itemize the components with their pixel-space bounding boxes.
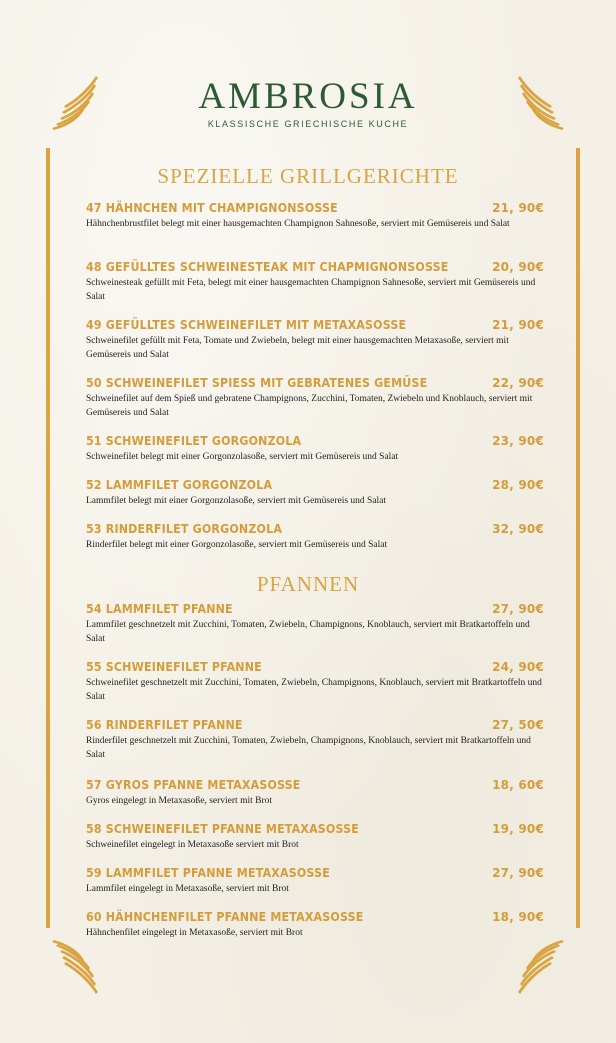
item-name: 50 SCHWEINEFILET SPIESS MIT GEBRATENES GEMÜSE [86,376,428,390]
item-description: Lammfilet belegt mit einer Gorgonzolasoße, serviert mit Gemüsereis und Salat [86,496,387,506]
item-name: 48 GEFÜLLTES SCHWEINESTEAK MIT CHAPMIGNONSOSSE [86,260,449,274]
item-name: 47 HÄHNCHEN MIT CHAMPIGNONSOSSE [86,201,338,215]
menu-item [86,910,546,940]
menu-item [86,318,546,362]
menu-item [86,434,546,464]
brand-name: AMBROSIA [198,76,418,117]
item-price: 27, 90€ [492,866,544,880]
item-price: 18, 60€ [492,778,544,792]
item-description: Hähnchenfilet eingelegt in Metaxasoße, serviert mit Brot [86,928,303,938]
section-title-grill: SPEZIELLE GRILLGERICHTE [157,164,459,188]
menu-item [86,660,546,704]
item-description: Schweinefilet gefüllt mit Feta, Tomate und Zwiebeln, belegt mit einer hausgemachten Metaxasoße, serviert mit Gemüsereis und Salat [86,336,509,360]
wing-ornament-icon [50,938,100,994]
item-name: 56 RINDERFILET PFANNE [86,718,243,732]
item-description: Hähnchenbrustfilet belegt mit einer hausgemachten Champignon Sahnesoße, serviert mit Gemüsereis und Salat [86,219,510,229]
item-price: 21, 90€ [492,201,544,215]
section-title-pfannen: PFANNEN [256,572,360,596]
item-description: Rinderfilet belegt mit einer Gorgonzolasoße, serviert mit Gemüsereis und Salat [86,540,388,550]
right-border-line [576,148,580,928]
item-price: 21, 90€ [492,318,544,332]
menu-item [86,376,546,420]
brand-header [0,78,616,129]
item-name: 49 GEFÜLLTES SCHWEINEFILET MIT METAXASOSSE [86,318,407,332]
item-description: Schweinesteak gefüllt mit Feta, belegt mit einer hausgemachten Champignon Sahnesoße, serviert mit Gemüsereis und Salat [86,278,536,302]
item-name: 59 LAMMFILET PFANNE METAXASOSSE [86,866,330,880]
item-price: 18, 90€ [492,910,544,924]
item-price: 19, 90€ [492,822,544,836]
item-name: 57 GYROS PFANNE METAXASOSSE [86,778,301,792]
menu-item [86,478,546,508]
item-name: 54 LAMMFILET PFANNE [86,602,233,616]
item-price: 24, 90€ [492,660,544,674]
item-name: 52 LAMMFILET GORGONZOLA [86,478,273,492]
wing-ornament-icon [516,938,566,994]
menu-item [86,866,546,896]
menu-item [86,778,546,808]
item-price: 23, 90€ [492,434,544,448]
brand-subtitle: KLASSISCHE GRIECHISCHE KUCHE [207,119,409,129]
item-name: 51 SCHWEINEFILET GORGONZOLA [86,434,302,448]
menu-item [86,522,546,552]
item-name: 55 SCHWEINEFILET PFANNE [86,660,262,674]
item-description: Schweinefilet belegt mit einer Gorgonzolasoße, serviert mit Gemüsereis und Salat [86,452,399,462]
item-price: 27, 50€ [492,718,544,732]
menu-item [86,260,546,304]
menu-item [86,822,546,852]
item-name: 60 HÄHNCHENFILET PFANNE METAXASOSSE [86,910,364,924]
item-price: 32, 90€ [492,522,544,536]
left-border-line [46,148,50,928]
item-price: 28, 90€ [492,478,544,492]
item-description: Gyros eingelegt in Metaxasoße, serviert mit Brot [86,796,272,806]
menu-item [86,201,546,231]
item-price: 22, 90€ [492,376,544,390]
item-description: Lammfilet eingelegt in Metaxasoße, serviert mit Brot [86,884,289,894]
item-description: Schweinefilet auf dem Spieß und gebratene Champignons, Zucchini, Tomaten, Zwiebeln und Knoblauch, serviert mit Gemüsereis und Salat [86,394,533,418]
item-price: 27, 90€ [492,602,544,616]
item-description: Schweinefilet eingelegt in Metaxasoße serviert mit Brot [86,840,299,850]
item-price: 20, 90€ [492,260,544,274]
item-name: 53 RINDERFILET GORGONZOLA [86,522,283,536]
menu-item [86,718,546,762]
menu-item [86,602,546,646]
item-description: Rinderfilet geschnetzelt mit Zucchini, Tomaten, Zwiebeln, Champignons, Knoblauch, serviert mit Bratkartoffeln und Salat [86,736,531,760]
item-description: Schweinefilet geschnetzelt mit Zucchini, Tomaten, Zwiebeln, Champignons, Knoblauch, serviert mit Bratkartoffeln und Salat [86,678,542,702]
item-name: 58 SCHWEINEFILET PFANNE METAXASOSSE [86,822,360,836]
item-description: Lammfilet geschnetzelt mit Zucchini, Tomaten, Zwiebeln, Champignons, Knoblauch, serviert mit Bratkartoffeln und Salat [86,620,530,644]
